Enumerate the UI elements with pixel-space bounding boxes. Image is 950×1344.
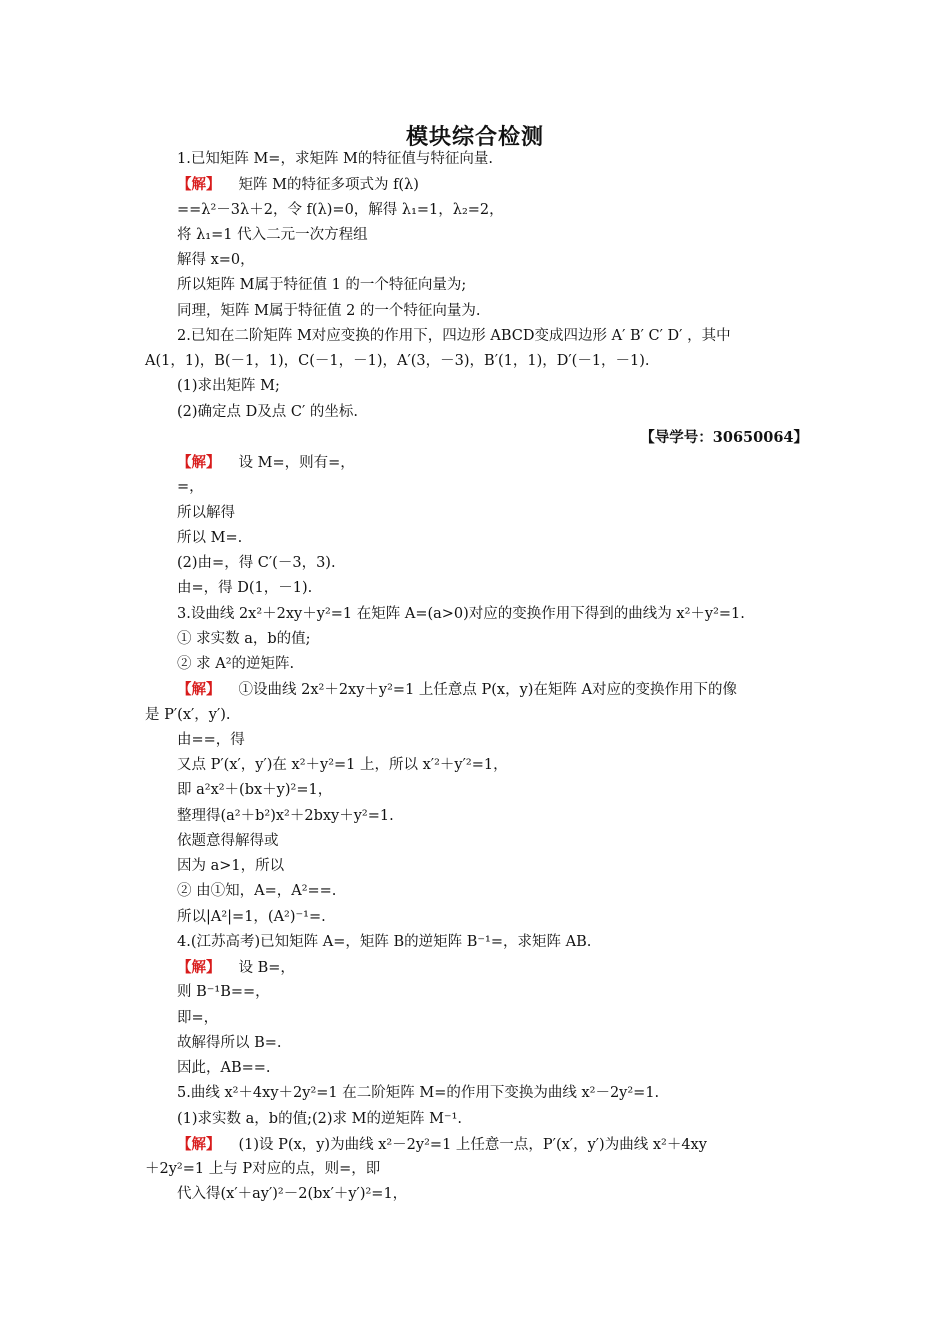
line-text: 代入得(x′＋ay′)²－2(bx′＋y′)²=1， bbox=[177, 1186, 408, 1203]
line-text: 5.曲线 x²＋4xy＋2y²=1 在二阶矩阵 M=的作用下变换为曲线 x²－2y²=1. bbox=[177, 1085, 660, 1102]
line-text: ＋2y²=1 上与 P对应的点，则=，即 bbox=[145, 1161, 381, 1177]
line-text: 依题意得解得或 bbox=[177, 832, 279, 849]
text-line bbox=[0, 172, 950, 197]
text-line bbox=[0, 728, 950, 753]
text-line bbox=[0, 753, 950, 778]
line-text: 设 M=，则有=， bbox=[238, 455, 355, 471]
line-text: (1)求出矩阵 M; bbox=[177, 378, 280, 395]
text-line bbox=[0, 374, 950, 399]
line-text: 故解得所以 B=. bbox=[177, 1034, 282, 1051]
text-line bbox=[0, 1132, 950, 1157]
text-line bbox=[0, 147, 950, 172]
text-line bbox=[0, 652, 950, 677]
text-line bbox=[0, 576, 950, 601]
line-text: ①设曲线 2x²＋2xy＋y²=1 上任意点 P(x，y)在矩阵 A对应的变换作用下的像 bbox=[238, 682, 738, 699]
line-text: (1)设 P(x，y)为曲线 x²－2y²=1 上任意一点，P′(x′，y′)为曲线 x²＋4xy bbox=[238, 1136, 707, 1153]
line-text: 所以矩阵 M属于特征值 1 的一个特征向量为; bbox=[177, 277, 467, 294]
text-line bbox=[0, 804, 950, 829]
line-text: 1.已知矩阵 M=，求矩阵 M的特征值与特征向量. bbox=[177, 151, 494, 167]
line-text: 所以|A²|=1，(A²)⁻¹=. bbox=[177, 908, 326, 925]
line-text: 解得 x=0， bbox=[177, 252, 255, 268]
line-text: 将 λ₁=1 代入二元一次方程组 bbox=[177, 226, 368, 243]
text-line bbox=[0, 299, 950, 324]
line-text: 2.已知在二阶矩阵 M对应变换的作用下，四边形 ABCD变成四边形 A′ B′ C′ D′ ，其中 bbox=[177, 327, 731, 344]
text-line bbox=[0, 854, 950, 879]
text-line bbox=[0, 930, 950, 955]
text-line bbox=[0, 551, 950, 576]
line-text: 【导学号：30650064】 bbox=[640, 428, 808, 446]
line-text: 即=， bbox=[177, 1009, 219, 1026]
solution-label: 【解】 bbox=[177, 959, 221, 976]
line-text: 所以解得 bbox=[177, 504, 235, 521]
line-text: =， bbox=[177, 479, 204, 496]
text-line bbox=[0, 248, 950, 273]
text-line bbox=[0, 980, 950, 1005]
line-text: ==λ²－3λ＋2，令 f(λ)=0，解得 λ₁=1，λ₂=2， bbox=[177, 201, 504, 218]
document-body bbox=[0, 147, 950, 1208]
line-text: (2)确定点 D及点 C′ 的坐标. bbox=[177, 403, 358, 420]
text-line bbox=[0, 602, 950, 627]
line-text: 由=，得 D(1，－1). bbox=[177, 580, 313, 597]
text-line bbox=[0, 1031, 950, 1056]
text-line bbox=[0, 627, 950, 652]
text-line bbox=[0, 501, 950, 526]
line-text: 3.设曲线 2x²＋2xy＋y²=1 在矩阵 A=(a>0)对应的变换作用下得到的曲线为 x²＋y²=1. bbox=[177, 605, 745, 622]
text-line bbox=[0, 475, 950, 500]
text-line bbox=[0, 1107, 950, 1132]
text-line bbox=[0, 1056, 950, 1081]
line-text: 因为 a>1，所以 bbox=[177, 858, 285, 874]
solution-label: 【解】 bbox=[177, 176, 221, 194]
guide-number bbox=[0, 425, 950, 450]
line-text: ① 求实数 a，b的值; bbox=[177, 630, 311, 647]
line-text: ② 由①知，A=，A²==. bbox=[177, 883, 337, 900]
line-text: ② 求 A²的逆矩阵. bbox=[177, 656, 295, 672]
line-text: 由==，得 bbox=[177, 731, 245, 748]
text-line bbox=[0, 1157, 950, 1182]
solution-label: 【解】 bbox=[177, 1135, 221, 1153]
line-text: 又点 P′(x′，y′)在 x²＋y²=1 上，所以 x′²＋y′²=1， bbox=[177, 757, 508, 773]
text-line bbox=[0, 526, 950, 551]
line-text: 是 P′(x′，y′). bbox=[145, 706, 231, 723]
line-text: (2)由=，得 C′(－3，3). bbox=[177, 555, 336, 571]
text-line bbox=[0, 450, 950, 475]
line-text: 设 B=， bbox=[238, 960, 295, 976]
text-line bbox=[0, 1182, 950, 1207]
text-line bbox=[0, 905, 950, 930]
line-text: 因此，AB==. bbox=[177, 1060, 271, 1076]
line-text: 所以 M=. bbox=[177, 529, 243, 546]
line-text: 即 a²x²＋(bx＋y)²=1， bbox=[177, 782, 333, 799]
text-line bbox=[0, 1006, 950, 1031]
solution-label: 【解】 bbox=[177, 454, 221, 471]
text-line bbox=[0, 879, 950, 904]
text-line bbox=[0, 1081, 950, 1106]
text-line bbox=[0, 955, 950, 980]
line-text: 同理，矩阵 M属于特征值 2 的一个特征向量为. bbox=[177, 302, 481, 319]
line-text: 整理得(a²＋b²)x²＋2bxy＋y²=1. bbox=[177, 807, 394, 824]
line-text: 矩阵 M的特征多项式为 f(λ) bbox=[238, 177, 419, 194]
line-text: 则 B⁻¹B==， bbox=[177, 984, 270, 1001]
text-line bbox=[0, 198, 950, 223]
line-text: (1)求实数 a，b的值;(2)求 M的逆矩阵 M⁻¹. bbox=[177, 1110, 462, 1127]
line-text: A(1，1)，B(－1，1)，C(－1，－1)，A′(3，－3)，B′(1，1)，D′(－1，－1). bbox=[145, 353, 650, 369]
text-line bbox=[0, 677, 950, 702]
page-title: 模块综合检测 bbox=[405, 124, 544, 150]
text-line bbox=[0, 349, 950, 374]
text-line bbox=[0, 400, 950, 425]
text-line bbox=[0, 703, 950, 728]
text-line bbox=[0, 223, 950, 248]
solution-label: 【解】 bbox=[177, 681, 221, 699]
line-text: 4.(江苏高考)已知矩阵 A=，矩阵 B的逆矩阵 B⁻¹=，求矩阵 AB. bbox=[177, 933, 592, 950]
text-line bbox=[0, 273, 950, 298]
text-line bbox=[0, 324, 950, 349]
text-line bbox=[0, 778, 950, 803]
text-line bbox=[0, 829, 950, 854]
